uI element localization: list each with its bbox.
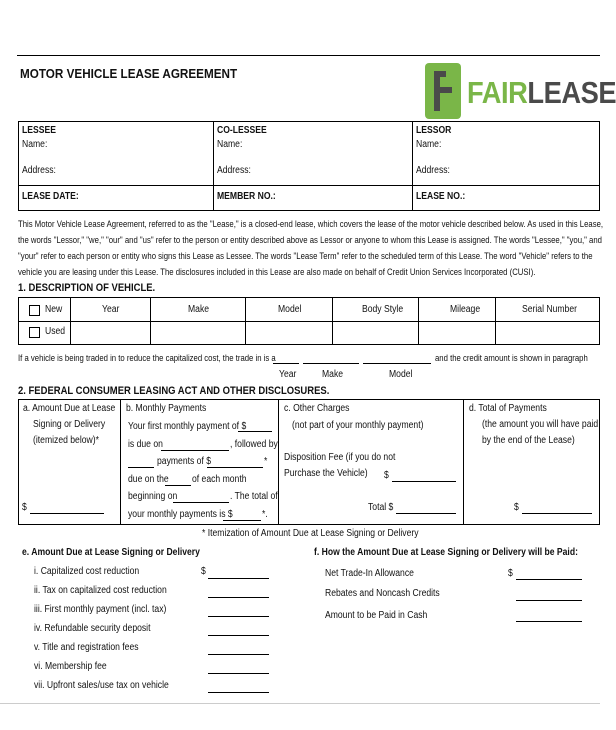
new-label: New xyxy=(45,304,63,315)
box-b-line-6a: your monthly payments is $ xyxy=(128,509,233,520)
new-checkbox[interactable] xyxy=(29,305,40,316)
section1-heading: 1. DESCRIPTION OF VEHICLE. xyxy=(18,282,156,294)
page-bottom-edge xyxy=(0,703,600,704)
member-no-label: MEMBER NO.: xyxy=(217,191,276,202)
colessee-address-label: Address: xyxy=(217,165,251,176)
box-d-line-2: (the amount you will have paid xyxy=(482,419,599,430)
page-title: MOTOR VEHICLE LEASE AGREEMENT xyxy=(20,66,238,81)
box-c-disposition-1: Disposition Fee (if you do not xyxy=(284,452,396,463)
section2-heading: 2. FEDERAL CONSUMER LEASING ACT AND OTHER DISCLOSURES. xyxy=(18,385,330,397)
col-mileage: Mileage xyxy=(450,304,481,315)
f-item-1: Net Trade-In Allowance xyxy=(325,568,414,579)
box-d-dollar: $ xyxy=(514,502,519,513)
e-item-4: iv. Refundable security deposit xyxy=(34,623,151,634)
col-year: Year xyxy=(102,304,120,315)
box-a-line-2: Signing or Delivery xyxy=(33,419,106,430)
parties-table xyxy=(18,121,600,211)
colessee-label: CO-LESSEE xyxy=(217,125,267,136)
box-b-line-4b: of each month xyxy=(192,474,247,485)
intro-line-4: vehicle you are leasing under this Lease. The disclosures included in this Lease are also made on behalf of Credit Union Services Incorporated (CUSI). xyxy=(18,267,536,277)
box-b-line-6b: *. xyxy=(262,509,268,520)
box-a-line-1: a. Amount Due at Lease xyxy=(23,403,116,414)
tradein-text-right: and the credit amount is shown in paragraph xyxy=(435,353,588,363)
box-b-star-1: * xyxy=(264,456,268,467)
top-rule xyxy=(17,55,600,56)
lessor-name-label: Name: xyxy=(416,139,442,150)
used-checkbox[interactable] xyxy=(29,327,40,338)
e-item-1: i. Capitalized cost reduction xyxy=(34,566,140,577)
section-e-heading: e. Amount Due at Lease Signing or Delivery xyxy=(22,547,200,558)
colessee-name-label: Name: xyxy=(217,139,243,150)
col-make: Make xyxy=(188,304,210,315)
col-serial-number: Serial Number xyxy=(522,304,577,315)
tradein-model-label: Model xyxy=(389,369,413,380)
lease-date-label: LEASE DATE: xyxy=(22,191,79,202)
lessor-label: LESSOR xyxy=(416,125,452,136)
box-b-title: b. Monthly Payments xyxy=(126,403,207,414)
e-dollar: $ xyxy=(201,566,206,577)
intro-line-3: "your" refer to each person or entity who signs this Lease as Lessee. The words "Lease Term" refer to the scheduled term of this Lease. The word "Vehicle" refers to the xyxy=(18,251,593,261)
logo-wordmark: FAIRLEASE xyxy=(467,75,616,110)
e-item-5: v. Title and registration fees xyxy=(34,642,139,653)
e-item-6: vi. Membership fee xyxy=(34,661,107,672)
tradein-year-label: Year xyxy=(279,369,297,380)
lessee-address-label: Address: xyxy=(22,165,56,176)
box-a-dollar: $ xyxy=(22,502,27,513)
box-b-line-2b: , followed by xyxy=(230,439,278,450)
intro-line-2: the words "Lessor," "we," "our" and "us" refer to the person or entity described above as Lessor or anyone to whom this Lease is assigned. The words "Lessee," "you," and xyxy=(18,235,602,245)
col-body-style: Body Style xyxy=(362,304,404,315)
box-c-title: c. Other Charges xyxy=(284,403,350,414)
lease-no-label: LEASE NO.: xyxy=(416,191,466,202)
used-label: Used xyxy=(45,326,66,337)
fairlease-logo xyxy=(425,63,616,119)
box-b-line-3: payments of $ xyxy=(157,456,212,467)
box-b-line-5a: beginning on xyxy=(128,491,178,502)
tradein-text-left: If a vehicle is being traded in to reduce the capitalized cost, the trade in is a xyxy=(18,353,276,363)
section-f-heading: f. How the Amount Due at Lease Signing or Delivery will be Paid: xyxy=(314,547,578,558)
box-a-line-3: (itemized below)* xyxy=(33,435,99,446)
e-item-3: iii. First monthly payment (incl. tax) xyxy=(34,604,167,615)
f-item-3: Amount to be Paid in Cash xyxy=(325,610,428,621)
box-c-disposition-2: Purchase the Vehicle) xyxy=(284,468,368,479)
lessee-name-label: Name: xyxy=(22,139,48,150)
box-c-dollar: $ xyxy=(384,470,389,481)
lessee-label: LESSEE xyxy=(22,125,56,136)
box-b-line-2a: is due on xyxy=(128,439,163,450)
box-b-line-5b: . The total of xyxy=(230,491,278,502)
box-b-line-1: Your first monthly payment of $ xyxy=(128,421,247,432)
f-item-2: Rebates and Noncash Credits xyxy=(325,588,440,599)
col-model: Model xyxy=(278,304,302,315)
lessor-address-label: Address: xyxy=(416,165,450,176)
e-item-2: ii. Tax on capitalized cost reduction xyxy=(34,585,167,596)
logo-mark-icon xyxy=(425,63,463,119)
e-item-7: vii. Upfront sales/use tax on vehicle xyxy=(34,680,169,691)
intro-line-1: This Motor Vehicle Lease Agreement, referred to as the "Lease," is a closed-end lease, which covers the lease of the motor vehicle described below. As used in this Lease, xyxy=(18,219,604,229)
box-b-line-4a: due on the xyxy=(128,474,169,485)
box-c-sub: (not part of your monthly payment) xyxy=(292,420,424,431)
itemization-heading: * Itemization of Amount Due at Lease Signing or Delivery xyxy=(202,528,419,539)
box-d-line-3: by the end of the Lease) xyxy=(482,435,575,446)
box-d-line-1: d. Total of Payments xyxy=(469,403,547,414)
box-c-total: Total $ xyxy=(368,502,394,513)
f-dollar: $ xyxy=(508,568,513,579)
tradein-make-label: Make xyxy=(322,369,344,380)
